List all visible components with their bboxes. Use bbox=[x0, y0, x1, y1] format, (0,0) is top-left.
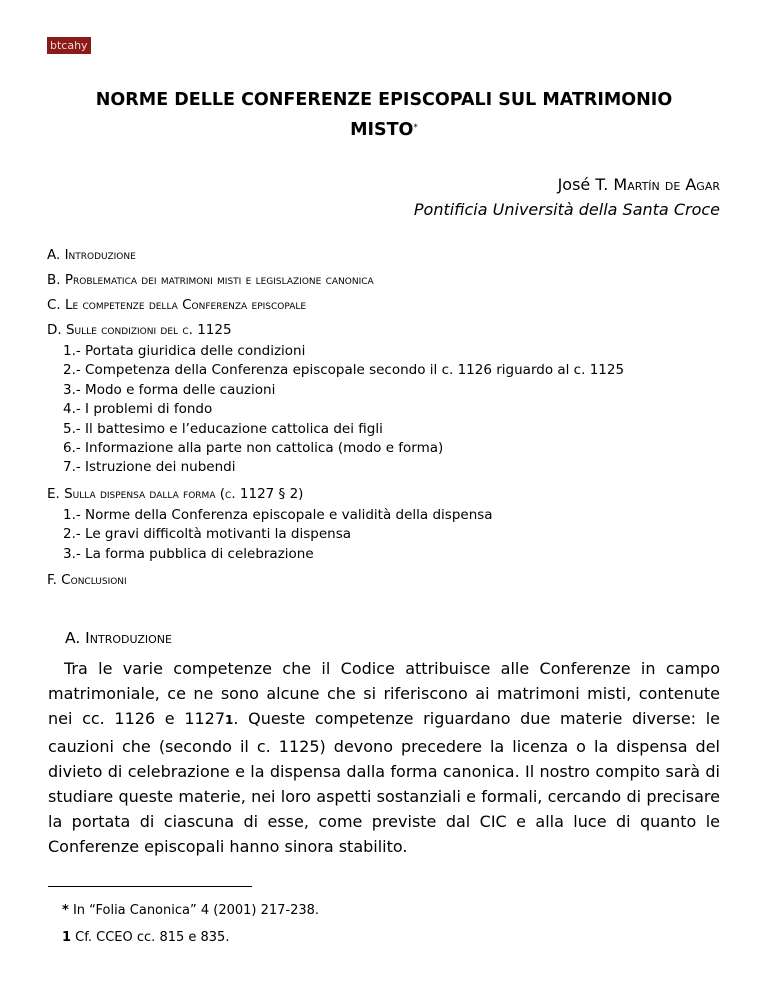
toc-section-e-items bbox=[63, 506, 727, 564]
toc-item[interactable]: 1.- Portata giuridica delle condizioni bbox=[63, 343, 306, 359]
toc-item[interactable]: 2.- Competenza della Conferenza episcopale secondo il c. 1126 riguardo al c. 1125 bbox=[63, 362, 625, 379]
section-heading: A. Introduzione bbox=[65, 629, 172, 647]
author-last: Martín de Agar bbox=[613, 175, 720, 194]
footnote-ref[interactable]: 1 bbox=[225, 713, 234, 728]
toc-section-c[interactable]: C. Le competenze della Conferenza episcopale bbox=[47, 297, 307, 313]
author-first: José T. bbox=[557, 175, 614, 194]
toc-section-d[interactable]: D. Sulle condizioni del c. 1125 bbox=[47, 322, 232, 338]
toc-item[interactable]: 4.- I problemi di fondo bbox=[63, 401, 213, 418]
title-text: NORME DELLE CONFERENZE EPISCOPALI SUL MATRIMONIO MISTO bbox=[95, 90, 673, 140]
document-title bbox=[60, 86, 708, 144]
footnote-text: In “Folia Canonica” 4 (2001) 217-238. bbox=[68, 903, 320, 918]
footnote-mark: * bbox=[62, 903, 69, 918]
footnote-mark: 1 bbox=[62, 930, 72, 945]
toc-item[interactable]: 6.- Informazione alla parte non cattolica (modo e forma) bbox=[63, 440, 444, 457]
footnote-text: Cf. CCEO cc. 815 e 835. bbox=[71, 930, 230, 945]
toc-section-e[interactable]: E. Sulla dispensa dalla forma (c. 1127 § 2) bbox=[47, 485, 304, 502]
toc-section-f[interactable]: F. Conclusioni bbox=[47, 572, 127, 589]
paragraph-text-1: Tra le varie competenze che il Codice attribuisce alle Conferenze in campo matrimoniale, ce ne sono alcune che si riferiscono ai matrimoni misti, contenute nei cc. 1126 e 1127 bbox=[48, 659, 720, 729]
site-badge[interactable]: btcahy bbox=[47, 37, 91, 54]
body-paragraph bbox=[48, 656, 720, 860]
title-footnote-mark: * bbox=[413, 123, 418, 133]
footnote-divider bbox=[48, 886, 252, 887]
footnote bbox=[62, 902, 319, 920]
footnote bbox=[62, 929, 229, 947]
toc-item[interactable]: 5.- Il battesimo e l’educazione cattolica dei figli bbox=[63, 420, 383, 437]
paragraph-text-2: . Queste competenze riguardano due materie diverse: le cauzioni che (secondo il c. 1125) devono precedere la licenza o la dispensa del divieto di celebrazione e la dispensa dalla forma canonica. Il nostro compito sarà di studiare queste materie, nei loro aspetti sostanziali e formali, cercando di precisare la portata di ciascuna di esse, come previste dal CIC e alla luce di quanto le Conferenze episcopali hanno sinora stabilito. bbox=[48, 709, 721, 857]
author-institution: Pontificia Università della Santa Croce bbox=[413, 200, 720, 219]
toc-section-b[interactable]: B. Problematica dei matrimoni misti e legislazione canonica bbox=[47, 272, 374, 288]
toc-item[interactable]: 2.- Le gravi difficoltà motivanti la dispensa bbox=[63, 526, 352, 543]
table-of-contents bbox=[47, 246, 727, 596]
toc-section-a[interactable]: A. Introduzione bbox=[47, 247, 136, 263]
toc-item[interactable]: 1.- Norme della Conferenza episcopale e validità della dispensa bbox=[63, 506, 493, 523]
author-block bbox=[414, 172, 720, 222]
toc-item[interactable]: 3.- Modo e forma delle cauzioni bbox=[63, 381, 276, 398]
toc-section-d-items bbox=[63, 342, 727, 478]
author-name bbox=[414, 172, 720, 197]
toc-item[interactable]: 3.- La forma pubblica di celebrazione bbox=[63, 545, 314, 562]
toc-item[interactable]: 7.- Istruzione dei nubendi bbox=[63, 459, 236, 476]
